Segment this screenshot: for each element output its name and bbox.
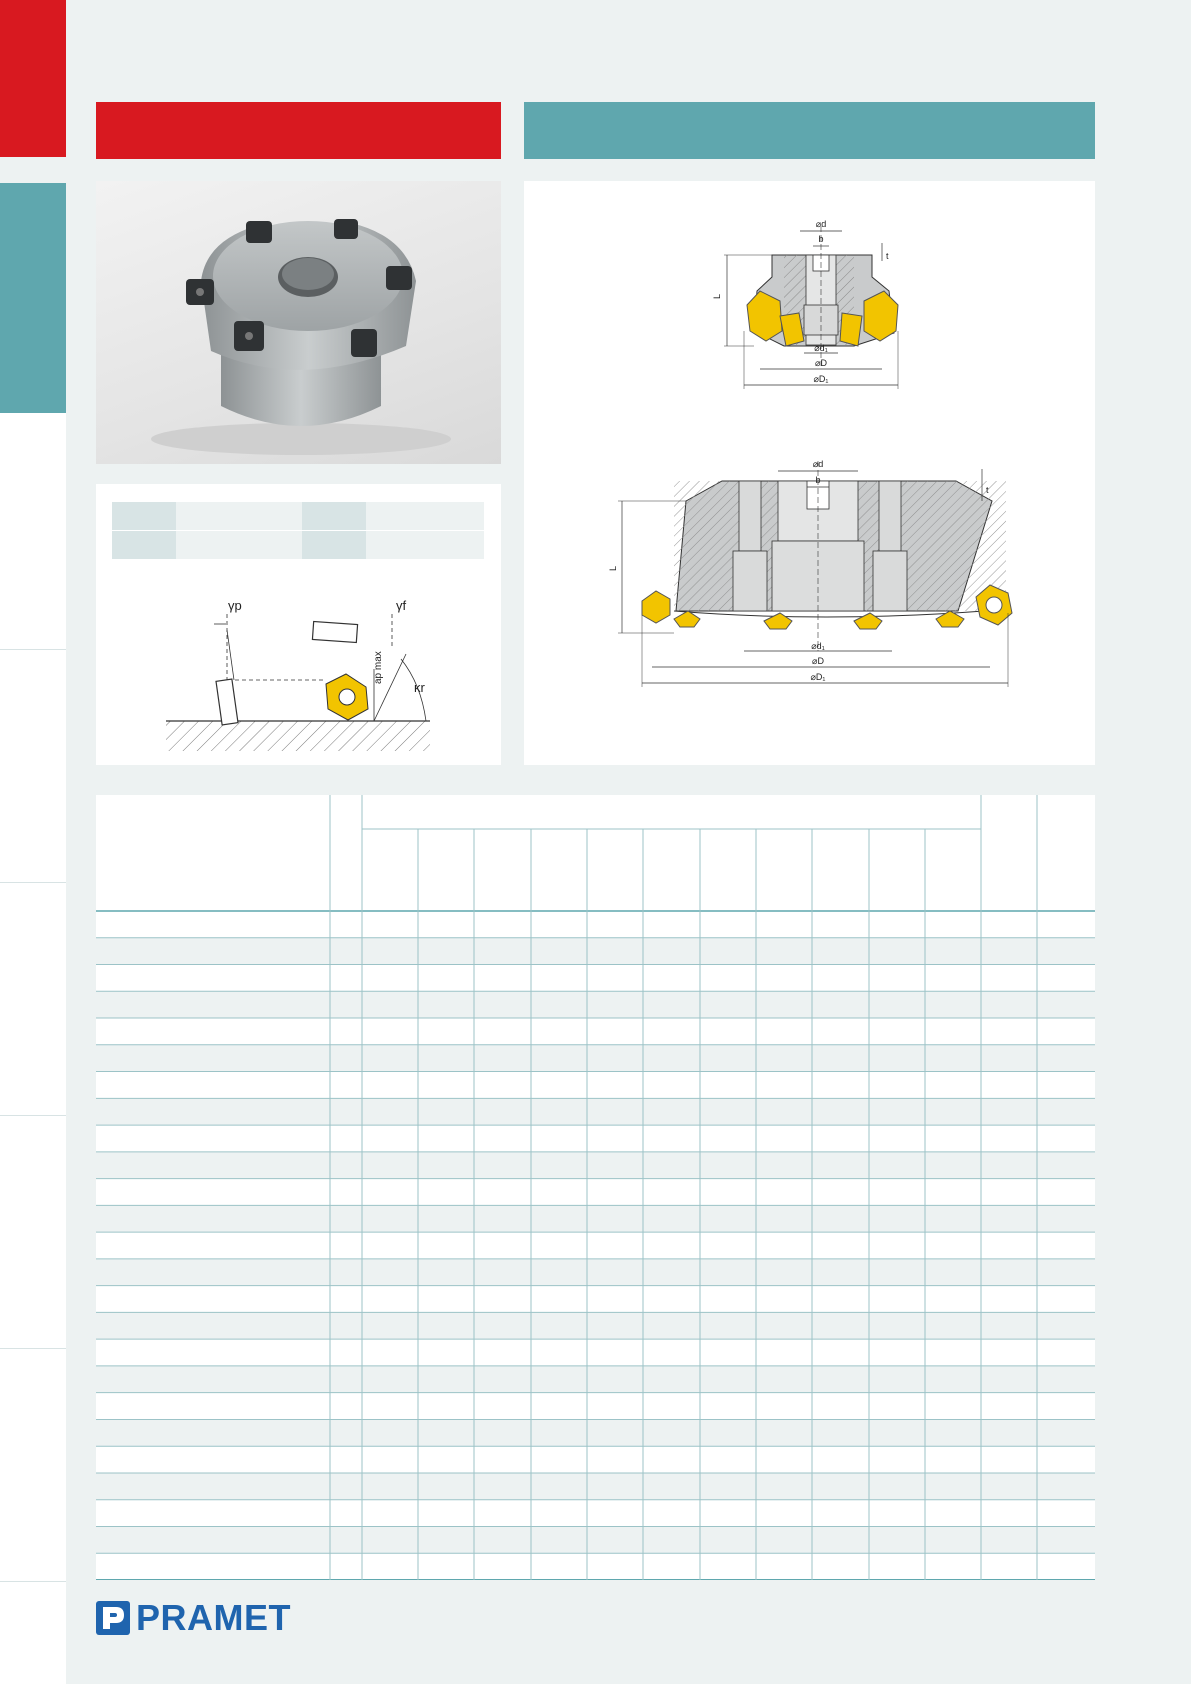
kappa-r-label: κr — [414, 680, 425, 695]
dim-t-large: t — [986, 485, 989, 495]
table-row — [96, 1098, 1095, 1125]
gamma-p-label: γp — [228, 598, 242, 613]
table-row — [96, 1312, 1095, 1339]
section-header-teal — [524, 102, 1095, 159]
dim-L-large: L — [608, 565, 618, 571]
side-tab-red — [0, 0, 66, 157]
dim-D1: ⌀D₁ — [813, 374, 829, 384]
table-row — [96, 1259, 1095, 1286]
dim-d1-large: ⌀d₁ — [811, 641, 825, 651]
table-row — [96, 1286, 1095, 1313]
dim-d-large: ⌀d — [812, 459, 824, 469]
side-divider — [0, 1581, 66, 1582]
gamma-f-label: γf — [396, 598, 407, 613]
side-divider — [0, 649, 66, 650]
side-divider — [0, 882, 66, 883]
ap-max-label: ap max — [373, 651, 384, 684]
table-row — [96, 911, 1095, 938]
table-row — [96, 1553, 1095, 1580]
cutter-drawings — [524, 181, 1095, 765]
table-row — [96, 1179, 1095, 1206]
side-strip — [0, 413, 66, 1684]
table-row — [96, 965, 1095, 992]
table-row — [96, 1152, 1095, 1179]
pramet-logo-icon — [96, 1601, 130, 1635]
dim-D: ⌀D — [815, 358, 827, 368]
table-row — [96, 1339, 1095, 1366]
side-divider — [0, 1115, 66, 1116]
dim-D1-large: ⌀D₁ — [810, 672, 826, 682]
dimension-drawing-panel — [524, 181, 1095, 765]
dim-t: t — [886, 251, 889, 261]
table-row — [96, 1045, 1095, 1072]
table-row — [96, 1232, 1095, 1259]
table-row — [96, 1125, 1095, 1152]
table-row — [96, 938, 1095, 965]
milling-cutter-photo — [96, 181, 501, 464]
table-row — [96, 1393, 1095, 1420]
dim-d1: ⌀d₁ — [814, 343, 828, 353]
dim-d: ⌀d — [815, 219, 827, 229]
table-row — [96, 1205, 1095, 1232]
side-divider — [0, 1348, 66, 1349]
dim-b-large: b — [815, 475, 821, 485]
table-row — [96, 991, 1095, 1018]
insert-geometry-diagram — [166, 598, 430, 751]
cutter-drawing-small — [712, 219, 898, 389]
product-table-grid — [96, 795, 1095, 1580]
table-row — [96, 1446, 1095, 1473]
brand-name: PRAMET — [136, 1597, 291, 1638]
table-row — [96, 1072, 1095, 1099]
table-row — [96, 1366, 1095, 1393]
cutter-drawing-large — [608, 459, 1012, 687]
section-header-red — [96, 102, 501, 159]
dim-b: b — [818, 234, 824, 244]
table-row — [96, 1018, 1095, 1045]
table-row — [96, 1526, 1095, 1553]
table-row — [96, 1419, 1095, 1446]
product-table — [96, 795, 1095, 1580]
dim-L: L — [712, 293, 722, 299]
table-row — [96, 1500, 1095, 1527]
pramet-logo — [96, 1598, 291, 1638]
table-row — [96, 1473, 1095, 1500]
geometry-panel — [96, 484, 501, 765]
dim-D-large: ⌀D — [812, 656, 824, 666]
side-tab-teal — [0, 183, 66, 413]
